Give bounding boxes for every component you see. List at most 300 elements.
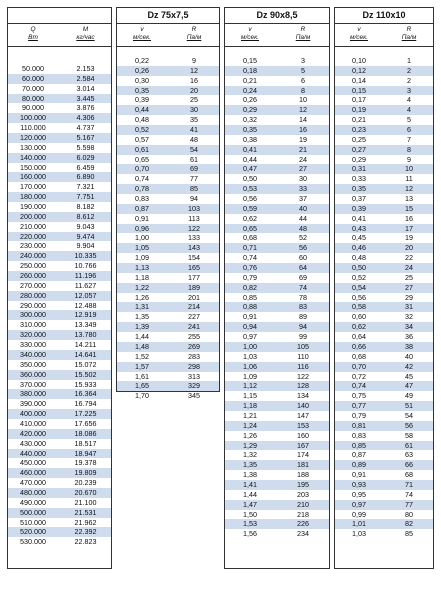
dz110-row xyxy=(335,480,433,490)
qm-cell-b: 15.072 xyxy=(74,359,97,369)
dz90-row xyxy=(225,302,329,312)
dz90-row xyxy=(225,312,329,322)
dz110-cell-b: 8 xyxy=(407,144,411,154)
qm-cell-a: 180.000 xyxy=(20,192,46,202)
dz90-cell-a: 0,97 xyxy=(243,332,257,342)
dz75-cell-b: 283 xyxy=(188,351,200,361)
dz110-row xyxy=(335,450,433,460)
qm-row xyxy=(8,291,111,301)
qm-cell-a: 270.000 xyxy=(20,280,46,290)
m-unit: кг/час xyxy=(76,34,95,41)
dz75-cell-a: 1,05 xyxy=(135,243,149,253)
dz110-row xyxy=(335,253,433,263)
dz90-row xyxy=(225,470,329,480)
dz90-row xyxy=(225,174,329,184)
qm-row xyxy=(8,251,111,261)
dz90-cell-b: 44 xyxy=(299,213,307,223)
dz75-row xyxy=(117,214,219,224)
dz110-cell-b: 10 xyxy=(405,164,413,174)
dz90-cell-a: 1,12 xyxy=(243,381,257,391)
dz110-cell-b: 15 xyxy=(405,203,413,213)
dz75-row xyxy=(117,86,219,96)
dz110-row xyxy=(335,381,433,391)
dz110-row xyxy=(335,135,433,145)
dz75-cell-a: 1,00 xyxy=(135,233,149,243)
header-dz75 xyxy=(117,24,219,47)
dz110-cell-a: 0,17 xyxy=(352,95,366,105)
qm-cell-a: 140.000 xyxy=(20,152,46,162)
dz75-cell-a: 0,39 xyxy=(135,95,149,105)
dz110-cell-a: 0,39 xyxy=(352,203,366,213)
qm-cell-b: 21.531 xyxy=(74,507,97,517)
dz90-cell-b: 89 xyxy=(299,312,307,322)
dz75-cell-a: 0,87 xyxy=(135,203,149,213)
qm-row xyxy=(8,537,111,547)
dz90-row xyxy=(225,322,329,332)
dz110-cell-a: 0,56 xyxy=(352,292,366,302)
dz110-cell-b: 3 xyxy=(407,85,411,95)
qm-row xyxy=(8,399,111,409)
dz90-cell-b: 6 xyxy=(301,75,305,85)
qm-row xyxy=(8,222,111,232)
qm-row xyxy=(8,409,111,419)
qm-row xyxy=(8,478,111,488)
dz90-cell-a: 1,09 xyxy=(243,371,257,381)
qm-row xyxy=(8,163,111,173)
qm-cell-b: 9.904 xyxy=(76,241,95,251)
qm-cell-a: 440.000 xyxy=(20,448,46,458)
dz75-cell-b: 269 xyxy=(188,341,200,351)
dz110-row xyxy=(335,184,433,194)
dz90-row xyxy=(225,263,329,273)
dz90-cell-a: 0,79 xyxy=(243,272,257,282)
dz110-row xyxy=(335,76,433,86)
dz90-row xyxy=(225,450,329,460)
qm-cell-b: 12.057 xyxy=(74,290,97,300)
r-unit-90: Па/м xyxy=(295,34,311,41)
qm-cell-a: 50.000 xyxy=(22,64,44,73)
dz75-cell-b: 241 xyxy=(188,322,200,332)
dz75-cell-b: 30 xyxy=(190,105,198,115)
qm-cell-b: 4.737 xyxy=(76,123,95,133)
dz110-cell-b: 82 xyxy=(405,519,413,529)
qm-row xyxy=(8,202,111,212)
dz90-cell-b: 14 xyxy=(299,115,307,125)
dz110-cell-b: 45 xyxy=(405,371,413,381)
dz110-cell-b: 2 xyxy=(407,65,411,75)
dz90-cell-a: 0,59 xyxy=(243,203,257,213)
dz110-row xyxy=(335,263,433,273)
dz110-row xyxy=(335,174,433,184)
qm-row xyxy=(8,419,111,429)
dz110-cell-a: 0,74 xyxy=(352,381,366,391)
dz110-cell-a: 0,19 xyxy=(352,105,366,115)
qm-cell-b: 21.962 xyxy=(74,517,97,527)
dz110-cell-b: 24 xyxy=(405,263,413,273)
qm-cell-a: 210.000 xyxy=(20,221,46,231)
dz90-cell-a: 0,26 xyxy=(243,95,257,105)
dz75-row xyxy=(117,115,219,125)
dz90-row xyxy=(225,105,329,115)
dz90-cell-b: 8 xyxy=(301,85,305,95)
r-symbol-90: R xyxy=(300,26,306,33)
dz90-cell-a: 0,41 xyxy=(243,144,257,154)
dz90-row xyxy=(225,342,329,352)
dz75-row xyxy=(117,391,219,401)
dz90-row xyxy=(225,460,329,470)
dz75-row xyxy=(117,174,219,184)
panel-dz90 xyxy=(224,7,330,569)
dz110-cell-a: 0,25 xyxy=(352,134,366,144)
dz90-cell-a: 1,15 xyxy=(243,391,257,401)
dz75-cell-a: 1,22 xyxy=(135,282,149,292)
dz110-row xyxy=(335,312,433,322)
dz75-row xyxy=(117,56,219,66)
panel-dz75 xyxy=(116,7,220,401)
qm-cell-b: 8.182 xyxy=(76,202,95,212)
qm-cell-b: 19.809 xyxy=(74,468,97,478)
pipe-title-75: Dz 75x7,5 xyxy=(117,8,219,24)
dz90-row xyxy=(225,253,329,263)
dz110-cell-a: 0,46 xyxy=(352,243,366,253)
qm-cell-a: 240.000 xyxy=(20,251,46,261)
qm-cell-b: 15.933 xyxy=(74,379,97,389)
qm-cell-b: 7.751 xyxy=(76,192,95,202)
dz75-cell-b: 48 xyxy=(190,134,198,144)
dz110-cell-b: 19 xyxy=(405,233,413,243)
v-unit-110: м/сек. xyxy=(349,34,368,41)
dz90-cell-b: 147 xyxy=(297,410,309,420)
dz90-row xyxy=(225,421,329,431)
dz110-cell-a: 0,23 xyxy=(352,125,366,135)
m-symbol: M xyxy=(82,26,89,33)
qm-cell-a: 220.000 xyxy=(20,231,46,241)
qm-cell-a: 530.000 xyxy=(20,537,46,547)
qm-cell-b: 18.517 xyxy=(74,438,97,448)
dz75-row xyxy=(117,362,219,372)
dz90-row xyxy=(225,224,329,234)
qm-cell-a: 330.000 xyxy=(20,340,46,350)
dz110-row xyxy=(335,342,433,352)
dz110-cell-a: 0,95 xyxy=(352,489,366,499)
qm-cell-b: 18.086 xyxy=(74,428,97,438)
qm-row xyxy=(8,301,111,311)
qm-row xyxy=(8,94,111,104)
dz75-cell-b: 61 xyxy=(190,154,198,164)
dz90-cell-a: 1,38 xyxy=(243,470,257,480)
dz110-row xyxy=(335,332,433,342)
dz90-cell-b: 218 xyxy=(297,509,309,519)
dz90-cell-b: 167 xyxy=(297,440,309,450)
qm-cell-b: 17.225 xyxy=(74,409,97,419)
qm-row xyxy=(8,320,111,330)
qm-cell-b: 10.335 xyxy=(74,251,97,261)
rows-dz110 xyxy=(335,56,433,539)
dz110-row xyxy=(335,352,433,362)
dz75-row xyxy=(117,372,219,382)
dz90-row xyxy=(225,135,329,145)
dz110-cell-b: 29 xyxy=(405,292,413,302)
qm-row xyxy=(8,527,111,537)
qm-cell-b: 21.100 xyxy=(74,497,97,507)
qm-row xyxy=(8,310,111,320)
dz75-cell-b: 41 xyxy=(190,125,198,135)
qm-cell-b: 3.876 xyxy=(76,103,95,113)
dz90-cell-a: 1,44 xyxy=(243,489,257,499)
qm-row xyxy=(8,439,111,449)
qm-cell-a: 280.000 xyxy=(20,290,46,300)
dz110-cell-b: 85 xyxy=(405,529,413,539)
v-header-90 xyxy=(225,26,275,42)
dz110-row xyxy=(335,95,433,105)
dz75-row xyxy=(117,253,219,263)
dz110-row xyxy=(335,401,433,411)
dz75-cell-b: 298 xyxy=(188,361,200,371)
dz90-cell-a: 0,44 xyxy=(243,154,257,164)
dz110-cell-a: 0,66 xyxy=(352,341,366,351)
dz90-cell-a: 1,50 xyxy=(243,509,257,519)
qm-row xyxy=(8,281,111,291)
dz90-cell-b: 110 xyxy=(297,351,309,361)
qm-cell-a: 410.000 xyxy=(20,418,46,428)
dz110-cell-a: 0,33 xyxy=(352,174,366,184)
dz75-cell-b: 12 xyxy=(190,65,198,75)
dz90-row xyxy=(225,125,329,135)
qm-cell-b: 2.153 xyxy=(76,64,95,73)
dz90-cell-b: 37 xyxy=(299,194,307,204)
dz110-cell-b: 71 xyxy=(405,479,413,489)
r-symbol-110: R xyxy=(406,26,412,33)
dz110-cell-a: 0,27 xyxy=(352,144,366,154)
qm-row xyxy=(8,232,111,242)
dz75-cell-a: 1,18 xyxy=(135,272,149,282)
dz110-cell-a: 0,48 xyxy=(352,253,366,263)
dz75-cell-a: 0,74 xyxy=(135,174,149,184)
qm-cell-b: 12.919 xyxy=(74,310,97,320)
dz110-row xyxy=(335,145,433,155)
dz90-cell-b: 181 xyxy=(297,460,309,470)
dz110-cell-b: 80 xyxy=(405,509,413,519)
qm-row xyxy=(8,103,111,113)
dz75-cell-a: 0,52 xyxy=(135,125,149,135)
qm-row xyxy=(8,261,111,271)
dz90-cell-a: 1,21 xyxy=(243,410,257,420)
dz75-cell-b: 54 xyxy=(190,144,198,154)
qm-row xyxy=(8,330,111,340)
dz90-cell-a: 0,68 xyxy=(243,233,257,243)
dz90-row xyxy=(225,194,329,204)
dz110-cell-b: 54 xyxy=(405,410,413,420)
dz110-row xyxy=(335,155,433,165)
qm-cell-a: 200.000 xyxy=(20,211,46,221)
dz75-row xyxy=(117,293,219,303)
dz75-cell-b: 201 xyxy=(188,292,200,302)
dz90-row xyxy=(225,273,329,283)
dz110-cell-b: 66 xyxy=(405,460,413,470)
qm-cell-b: 15.502 xyxy=(74,369,97,379)
qm-row xyxy=(8,518,111,528)
dz110-cell-a: 0,81 xyxy=(352,420,366,430)
dz110-row xyxy=(335,214,433,224)
qm-cell-b: 2.584 xyxy=(76,73,95,83)
dz110-cell-a: 0,52 xyxy=(352,272,366,282)
dz110-row xyxy=(335,66,433,76)
dz110-cell-b: 56 xyxy=(405,420,413,430)
dz75-row xyxy=(117,332,219,342)
qm-cell-b: 10.766 xyxy=(74,261,97,271)
qm-cell-b: 14.641 xyxy=(74,349,97,359)
qm-row xyxy=(8,74,111,84)
qm-cell-a: 380.000 xyxy=(20,389,46,399)
dz75-cell-a: 1,70 xyxy=(135,391,149,401)
dz110-row xyxy=(335,273,433,283)
dz75-cell-a: 0,57 xyxy=(135,134,149,144)
dz110-row xyxy=(335,204,433,214)
qm-row xyxy=(8,340,111,350)
dz110-cell-a: 0,12 xyxy=(352,65,366,75)
dz90-cell-b: 40 xyxy=(299,203,307,213)
dz110-row xyxy=(335,233,433,243)
dz110-cell-b: 6 xyxy=(407,125,411,135)
dz75-cell-a: 0,96 xyxy=(135,223,149,233)
dz75-cell-a: 0,70 xyxy=(135,164,149,174)
dz90-row xyxy=(225,500,329,510)
dz90-cell-a: 0,56 xyxy=(243,194,257,204)
dz75-cell-b: 189 xyxy=(188,282,200,292)
dz90-row xyxy=(225,115,329,125)
qm-row xyxy=(8,172,111,182)
qm-cell-a: 190.000 xyxy=(20,202,46,212)
dz110-cell-a: 0,41 xyxy=(352,213,366,223)
dz90-cell-b: 19 xyxy=(299,134,307,144)
qm-row xyxy=(8,380,111,390)
dz110-cell-a: 0,91 xyxy=(352,470,366,480)
dz110-cell-a: 0,21 xyxy=(352,115,366,125)
dz75-row xyxy=(117,164,219,174)
dz110-row xyxy=(335,125,433,135)
dz75-row xyxy=(117,302,219,312)
dz90-cell-a: 0,32 xyxy=(243,115,257,125)
dz90-cell-b: 60 xyxy=(299,253,307,263)
dz75-cell-b: 35 xyxy=(190,115,198,125)
dz110-cell-a: 0,60 xyxy=(352,312,366,322)
qm-cell-a: 90.000 xyxy=(22,103,44,113)
qm-row xyxy=(8,389,111,399)
dz90-cell-b: 64 xyxy=(299,263,307,273)
dz110-cell-a: 0,99 xyxy=(352,509,366,519)
qm-row xyxy=(8,498,111,508)
dz110-cell-a: 0,50 xyxy=(352,263,366,273)
dz110-cell-b: 38 xyxy=(405,341,413,351)
qm-cell-b: 5.167 xyxy=(76,133,95,143)
dz75-cell-b: 113 xyxy=(188,213,200,223)
dz110-cell-a: 0,31 xyxy=(352,164,366,174)
qm-row xyxy=(8,429,111,439)
qm-cell-b: 16.794 xyxy=(74,399,97,409)
qm-row xyxy=(8,360,111,370)
dz110-cell-b: 77 xyxy=(405,499,413,509)
dz90-cell-b: 116 xyxy=(297,361,309,371)
dz90-row xyxy=(225,441,329,451)
dz110-cell-a: 0,35 xyxy=(352,184,366,194)
dz110-row xyxy=(335,105,433,115)
dz90-cell-b: 174 xyxy=(297,450,309,460)
dz110-row xyxy=(335,421,433,431)
r-symbol-75: R xyxy=(191,26,197,33)
dz90-cell-b: 12 xyxy=(299,105,307,115)
dz110-cell-a: 0,89 xyxy=(352,460,366,470)
r-header-75 xyxy=(167,26,221,42)
v-symbol-90: v xyxy=(248,26,252,33)
qm-cell-a: 480.000 xyxy=(20,487,46,497)
dz90-cell-a: 0,47 xyxy=(243,164,257,174)
dz110-cell-a: 0,75 xyxy=(352,391,366,401)
dz110-cell-b: 63 xyxy=(405,450,413,460)
dz90-cell-b: 56 xyxy=(299,243,307,253)
dz90-cell-b: 128 xyxy=(297,381,309,391)
qm-cell-a: 320.000 xyxy=(20,330,46,340)
dz110-cell-b: 17 xyxy=(405,223,413,233)
qm-cell-a: 170.000 xyxy=(20,182,46,192)
dz110-row xyxy=(335,372,433,382)
dz90-row xyxy=(225,204,329,214)
dz75-row xyxy=(117,105,219,115)
dz75-cell-a: 1,35 xyxy=(135,312,149,322)
dz75-cell-b: 9 xyxy=(192,56,196,65)
dz75-cell-b: 214 xyxy=(188,302,200,312)
dz110-cell-b: 2 xyxy=(407,75,411,85)
qm-row xyxy=(8,212,111,222)
dz75-cell-a: 0,65 xyxy=(135,154,149,164)
dz90-cell-b: 153 xyxy=(297,420,309,430)
dz110-row xyxy=(335,322,433,332)
dz75-cell-b: 154 xyxy=(188,253,200,263)
dz90-cell-b: 195 xyxy=(297,479,309,489)
dz90-row xyxy=(225,411,329,421)
dz90-cell-b: 83 xyxy=(299,302,307,312)
dz75-cell-b: 177 xyxy=(188,272,200,282)
dz110-cell-b: 11 xyxy=(405,174,413,184)
v-header-110 xyxy=(335,26,383,42)
dz110-row xyxy=(335,490,433,500)
m-header xyxy=(58,26,113,42)
qm-cell-a: 520.000 xyxy=(20,527,46,537)
dz90-cell-b: 234 xyxy=(297,529,309,539)
qm-cell-b: 20.239 xyxy=(74,478,97,488)
dz90-cell-a: 0,74 xyxy=(243,253,257,263)
dz90-cell-a: 0,76 xyxy=(243,263,257,273)
dz110-cell-a: 0,97 xyxy=(352,499,366,509)
header-dz110 xyxy=(335,24,433,47)
dz75-cell-b: 103 xyxy=(188,203,200,213)
dz75-row xyxy=(117,224,219,234)
dz90-cell-a: 0,85 xyxy=(243,292,257,302)
dz75-row xyxy=(117,283,219,293)
qm-cell-b: 3.014 xyxy=(76,83,95,93)
dz90-cell-a: 0,24 xyxy=(243,85,257,95)
dz75-row xyxy=(117,243,219,253)
dz75-cell-a: 0,78 xyxy=(135,184,149,194)
dz90-cell-b: 226 xyxy=(297,519,309,529)
dz75-row xyxy=(117,312,219,322)
dz110-cell-b: 12 xyxy=(405,184,413,194)
dz110-cell-a: 0,64 xyxy=(352,332,366,342)
qm-row xyxy=(8,153,111,163)
qm-cell-a: 80.000 xyxy=(22,93,44,103)
dz110-cell-a: 0,29 xyxy=(352,154,366,164)
dz90-cell-b: 122 xyxy=(297,371,309,381)
qm-cell-a: 130.000 xyxy=(20,142,46,152)
